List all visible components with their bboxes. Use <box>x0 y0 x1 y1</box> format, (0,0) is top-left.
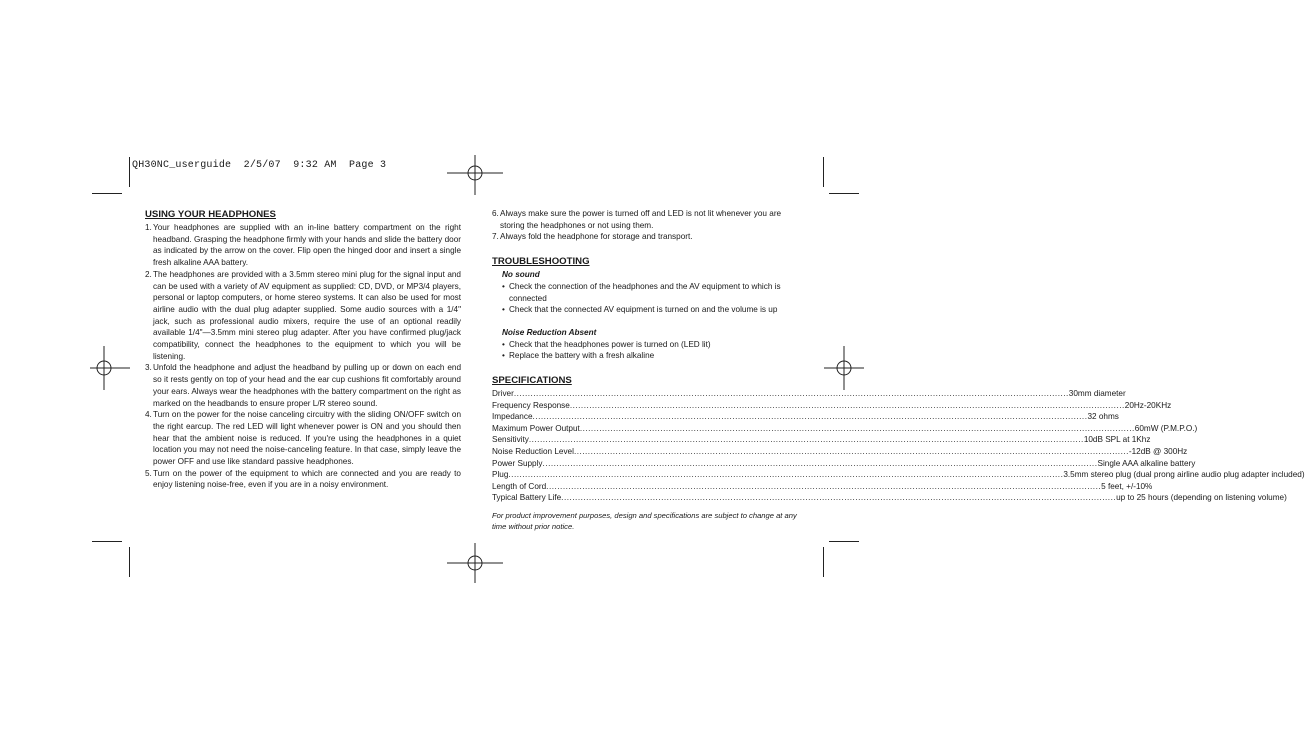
item-number: 2. <box>145 269 152 279</box>
bullet-icon: • <box>502 281 505 291</box>
item-number: 7. <box>492 232 499 242</box>
instruction-list-continued <box>492 208 806 243</box>
item-number: 6. <box>492 209 499 218</box>
bullet-icon: • <box>502 351 505 361</box>
spec-row <box>492 423 1198 435</box>
spec-value: 20Hz-20KHz <box>1124 400 1172 410</box>
spec-value: Single AAA alkaline battery <box>1097 458 1196 468</box>
instruction-item <box>145 222 461 269</box>
item-text: Always fold the headphone for storage and transport. <box>500 232 693 242</box>
spec-table <box>492 388 1305 504</box>
registration-mark-top <box>447 155 503 195</box>
spec-value: 5 feet, +/-10% <box>1101 481 1153 491</box>
crop-mark <box>92 193 122 194</box>
item-number: 4. <box>145 410 152 420</box>
spec-label: Sensitivity <box>492 435 529 445</box>
crop-mark <box>92 541 122 542</box>
dot-leader: ........................................................................................................................................................................................................ <box>546 481 1102 491</box>
spec-label: Noise Reduction Level <box>492 447 574 456</box>
specifications-heading: SPECIFICATIONS <box>492 375 572 387</box>
bullet-text: Check that the connected AV equipment is turned on and the volume is up <box>509 305 778 315</box>
instruction-item <box>145 362 461 409</box>
registration-mark-right <box>824 346 864 390</box>
spec-note: For product improvement purposes, design and specifications are subject to change at any time without prior notice. <box>492 510 797 531</box>
instruction-item <box>492 208 806 231</box>
dot-leader: ........................................................................................................................................................................................................ <box>513 389 1069 399</box>
crop-mark <box>823 547 824 577</box>
crop-mark <box>129 157 130 187</box>
bullet-text: Check that the headphones power is turned on (LED lit) <box>509 339 711 349</box>
spec-row <box>492 400 1172 412</box>
crop-mark <box>129 547 130 577</box>
crop-mark <box>829 541 859 542</box>
dot-leader: ........................................................................................................................................................................................................ <box>569 400 1125 410</box>
spec-label: Power Supply <box>492 458 543 468</box>
spec-value: -12dB @ 300Hz <box>1128 447 1188 456</box>
spec-label: Plug <box>492 470 509 480</box>
dot-leader: ........................................................................................................................................................................................................ <box>528 435 1084 445</box>
print-slug: QH30NC_userguide 2/5/07 9:32 AM Page 3 <box>132 160 387 171</box>
crop-mark <box>823 157 824 187</box>
spec-value: 10dB SPL at 1Khz <box>1083 435 1151 445</box>
using-heading: USING YOUR HEADPHONES <box>145 209 276 220</box>
spec-value: 3.5mm stereo plug (dual prong airline audio plug adapter included) <box>1063 470 1305 480</box>
bullet-icon: • <box>502 305 505 315</box>
spec-value: up to 25 hours (depending on listening volume) <box>1116 493 1287 503</box>
spec-value: 30mm diameter <box>1068 389 1126 399</box>
spec-value: 60mW (P.M.P.O.) <box>1134 423 1198 433</box>
list-item <box>502 350 806 362</box>
spec-row <box>492 458 1196 470</box>
dot-leader: ........................................................................................................................................................................................................ <box>542 458 1098 468</box>
crop-mark <box>829 193 859 194</box>
spec-label: Impedance <box>492 412 533 422</box>
no-sound-title: No sound <box>502 270 540 280</box>
item-number: 1. <box>145 223 152 232</box>
registration-mark-left <box>90 346 130 390</box>
right-column <box>492 208 1305 532</box>
spec-row <box>492 434 1151 446</box>
item-text: Turn on the power for the noise canceling circuitry with the sliding ON/OFF switch on the right earcup. The red LED will light whenever power is ON and you should then hear that the ambient noise is reduced. If you're using the headphones in a quiet location you may not need the noise-canceling feature. In that case, simply leave the power OFF and use like standard passive headphones. <box>153 410 461 467</box>
instruction-item <box>492 231 806 243</box>
item-text: Unfold the headphone and adjust the headband by pulling up or down on each end so it rests gently on top of your head and the ear cup cushions fit comfortably around your ears. Always wear the headphones with the battery compartment on the right as marked on the headbands to ensure proper L/R stereo sound. <box>153 363 461 408</box>
instruction-item <box>145 269 461 363</box>
instruction-list <box>145 222 461 491</box>
bullet-icon: • <box>502 339 505 349</box>
item-number: 5. <box>145 468 152 478</box>
spec-row <box>492 446 1188 458</box>
list-item <box>502 339 806 351</box>
spec-row <box>492 388 1126 400</box>
list-item <box>502 304 806 316</box>
spec-value: 32 ohms <box>1087 412 1119 422</box>
dot-leader: ........................................................................................................................................................................................................ <box>532 412 1088 422</box>
troubleshooting-heading: TROUBLESHOOTING <box>492 256 590 268</box>
dot-leader: ........................................................................................................................................................................................................ <box>573 447 1129 456</box>
spec-label: Maximum Power Output <box>492 423 580 433</box>
instruction-item <box>145 468 461 491</box>
item-text: Your headphones are supplied with an in-line battery compartment on the right headband. Grasping the headphone firmly with your hands and slide the battery door as indicated by the arrow on the cover. Flip open the hinged door and insert a single fresh alkaline AAA battery. <box>153 223 461 268</box>
spec-row <box>492 411 1119 423</box>
bullet-text: Check the connection of the headphones and the AV equipment to which is connected <box>509 281 781 303</box>
spec-label: Frequency Response <box>492 400 570 410</box>
nr-absent-title: Noise Reduction Absent <box>502 327 597 337</box>
spec-row <box>492 492 1287 504</box>
item-text: Turn on the power of the equipment to which are connected and you are ready to enjoy listening noise-free, even if you are in a noisy environment. <box>153 468 461 490</box>
instruction-item <box>145 409 461 468</box>
item-text: Always make sure the power is turned off and LED is not lit whenever you are storing the headphones or not using them. <box>500 209 782 230</box>
spec-label: Typical Battery Life <box>492 493 562 503</box>
spec-row <box>492 481 1153 493</box>
list-item <box>502 281 806 304</box>
spec-label: Driver <box>492 389 514 399</box>
item-text: The headphones are provided with a 3.5mm stereo mini plug for the signal input and can be used with a variety of AV equipment as supplied: CD, DVD, or MP3/4 players, personal or laptop computers, or home stereo systems. It can also be used for most airline audio with the dual plug adapter supplied. Some audio sources with a 1/4" jack, such as professional audio mixers, require the use of an optional readily available 1/4"—3.5mm mini stereo plug adapter. After you have confirmed plug/jack compatibility, connect the headphones to the equipment to which you will be listening. <box>153 269 461 361</box>
registration-mark-bottom <box>447 543 503 583</box>
bullet-text: Replace the battery with a fresh alkaline <box>509 351 655 361</box>
dot-leader: ........................................................................................................................................................................................................ <box>579 423 1135 433</box>
spec-label: Length of Cord <box>492 481 547 491</box>
item-number: 3. <box>145 363 152 373</box>
dot-leader: ........................................................................................................................................................................................................ <box>508 470 1064 480</box>
dot-leader: ........................................................................................................................................................................................................ <box>561 493 1117 503</box>
left-column <box>145 208 461 491</box>
spec-row <box>492 469 1305 481</box>
